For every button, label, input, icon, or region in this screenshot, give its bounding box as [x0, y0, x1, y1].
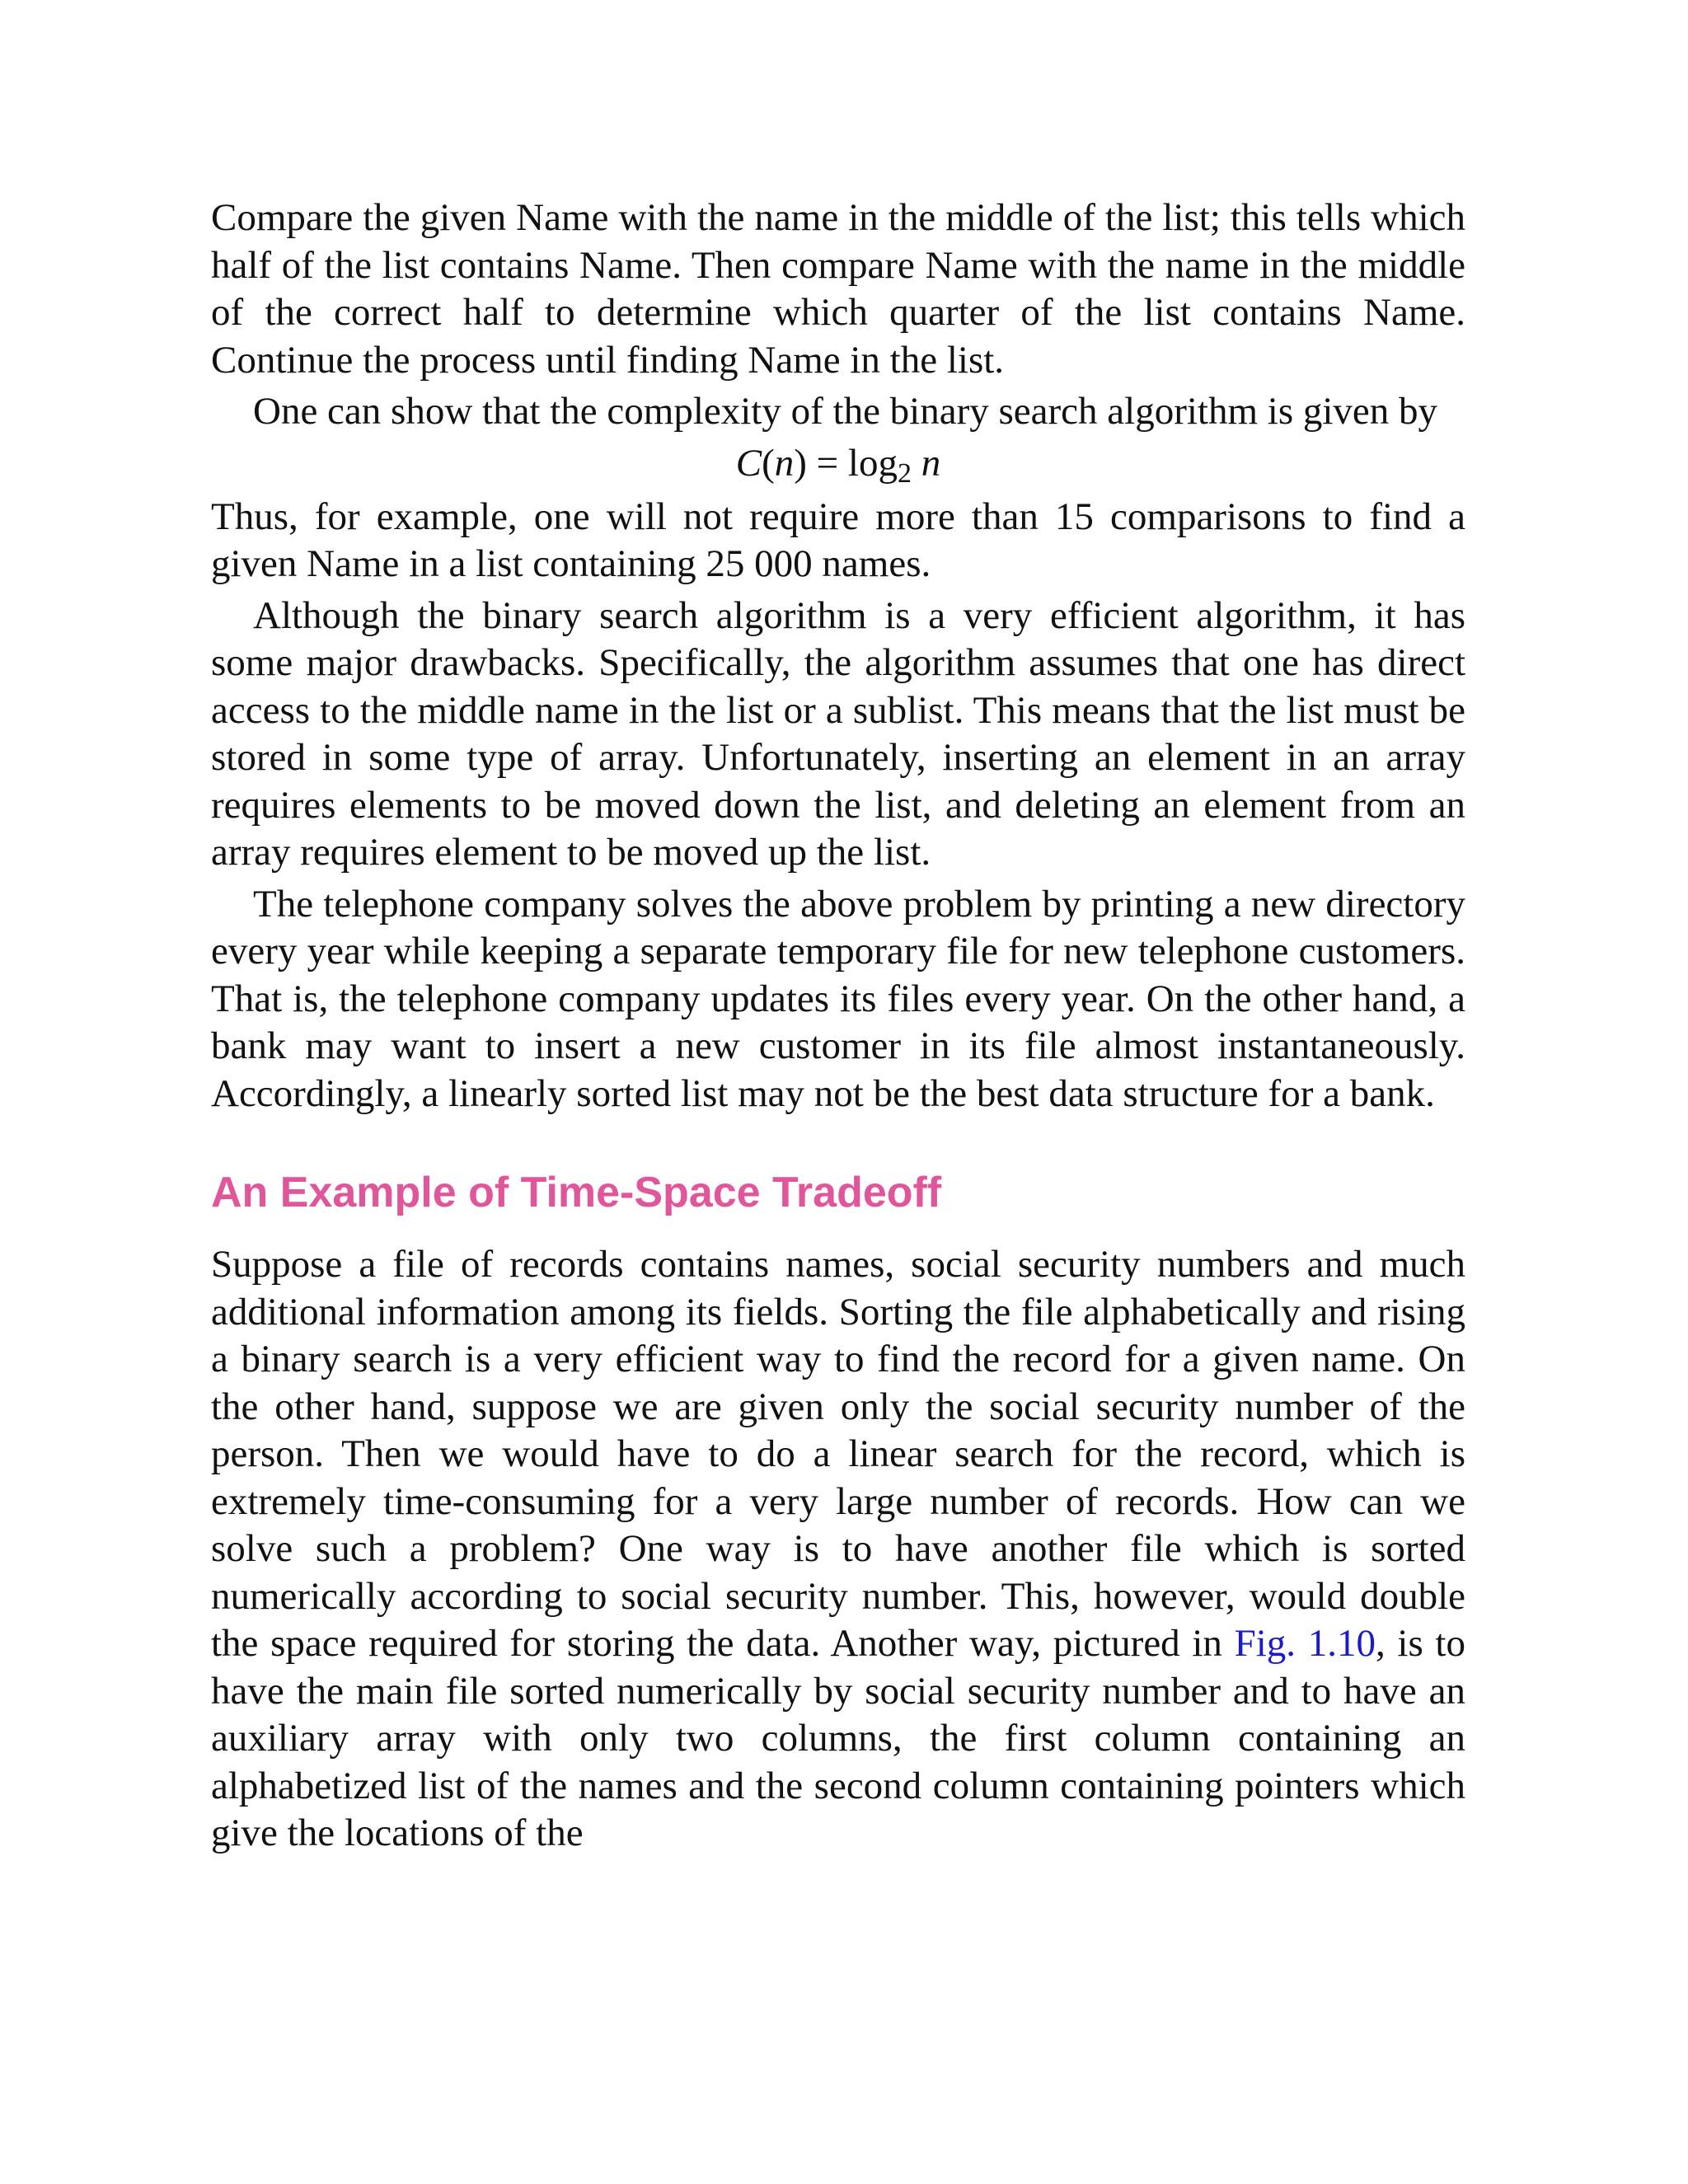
- equation-function: C: [735, 441, 762, 485]
- equation-log-base: 2: [898, 457, 912, 489]
- paragraph-text-after-link: , is to have the main file sorted numerically by social security number and to have an auxiliary array with only two columns, the first column containing an alphabetized list of the names and the second column containing pointers which give the locations of the: [211, 1622, 1465, 1854]
- complexity-equation: $C(n) = \log_2 n$: [735, 441, 941, 489]
- page-content: [211, 194, 1465, 1862]
- section-heading: An Example of Time-Space Tradeoff: [211, 1169, 942, 1216]
- equation-argument: n: [774, 441, 795, 485]
- equation-variable: n: [921, 441, 941, 485]
- equation-log: = log: [816, 441, 898, 485]
- paragraph-text-before-link: Suppose a file of records contains names, social security numbers and much additional information among its fields. Sorting the file alphabetically and rising a binary search is a very efficient way to find the record for a given name. On the other hand, suppose we are given only the social security number of the person. Then we would have to do a linear search for the record, which is extremely time-consuming for a very large number of records. How can we solve such a problem? One way is to have another file which is sorted numerically according to social security number. This, however, would double the space required for storing the data. Another way, pictured in: [211, 1243, 1465, 1665]
- figure-reference-link[interactable]: Fig. 1.10: [1234, 1622, 1376, 1665]
- paragraph-comparisons-example: Thus, for example, one will not require more than 15 comparisons to find a given Name in a list containing 25 000 names.: [211, 494, 1465, 585]
- paragraph-time-space-tradeoff: [211, 1241, 1465, 1858]
- paragraph-telephone-company: The telephone company solves the above problem by printing a new directory every year while keeping a separate temporary file for new telephone customers. That is, the telephone company updates its files every year. On the other hand, a bank may want to insert a new customer in its file almost instantaneously. Accordingly, a linearly sorted list may not be the best data structure for a bank.: [211, 882, 1465, 1115]
- paragraph-complexity-intro: One can show that the complexity of the binary search algorithm is given by: [253, 390, 1438, 433]
- paragraph-drawbacks: Although the binary search algorithm is a very efficient algorithm, it has some major drawbacks. Specifically, the algorithm assumes that one has direct access to the middle name in the list or a sublist. This means that the list must be stored in some type of array. Unfortunately, inserting an element in an array requires elements to be moved down the list, and deleting an element from an array requires element to be moved up the list.: [211, 593, 1465, 874]
- paragraph-binary-search-description: Compare the given Name with the name in the middle of the list; this tells which half of the list contains Name. Then compare Name with the name in the middle of the correct half to determine which quarter of the list contains Name. Continue the process until finding Name in the list.: [211, 196, 1465, 382]
